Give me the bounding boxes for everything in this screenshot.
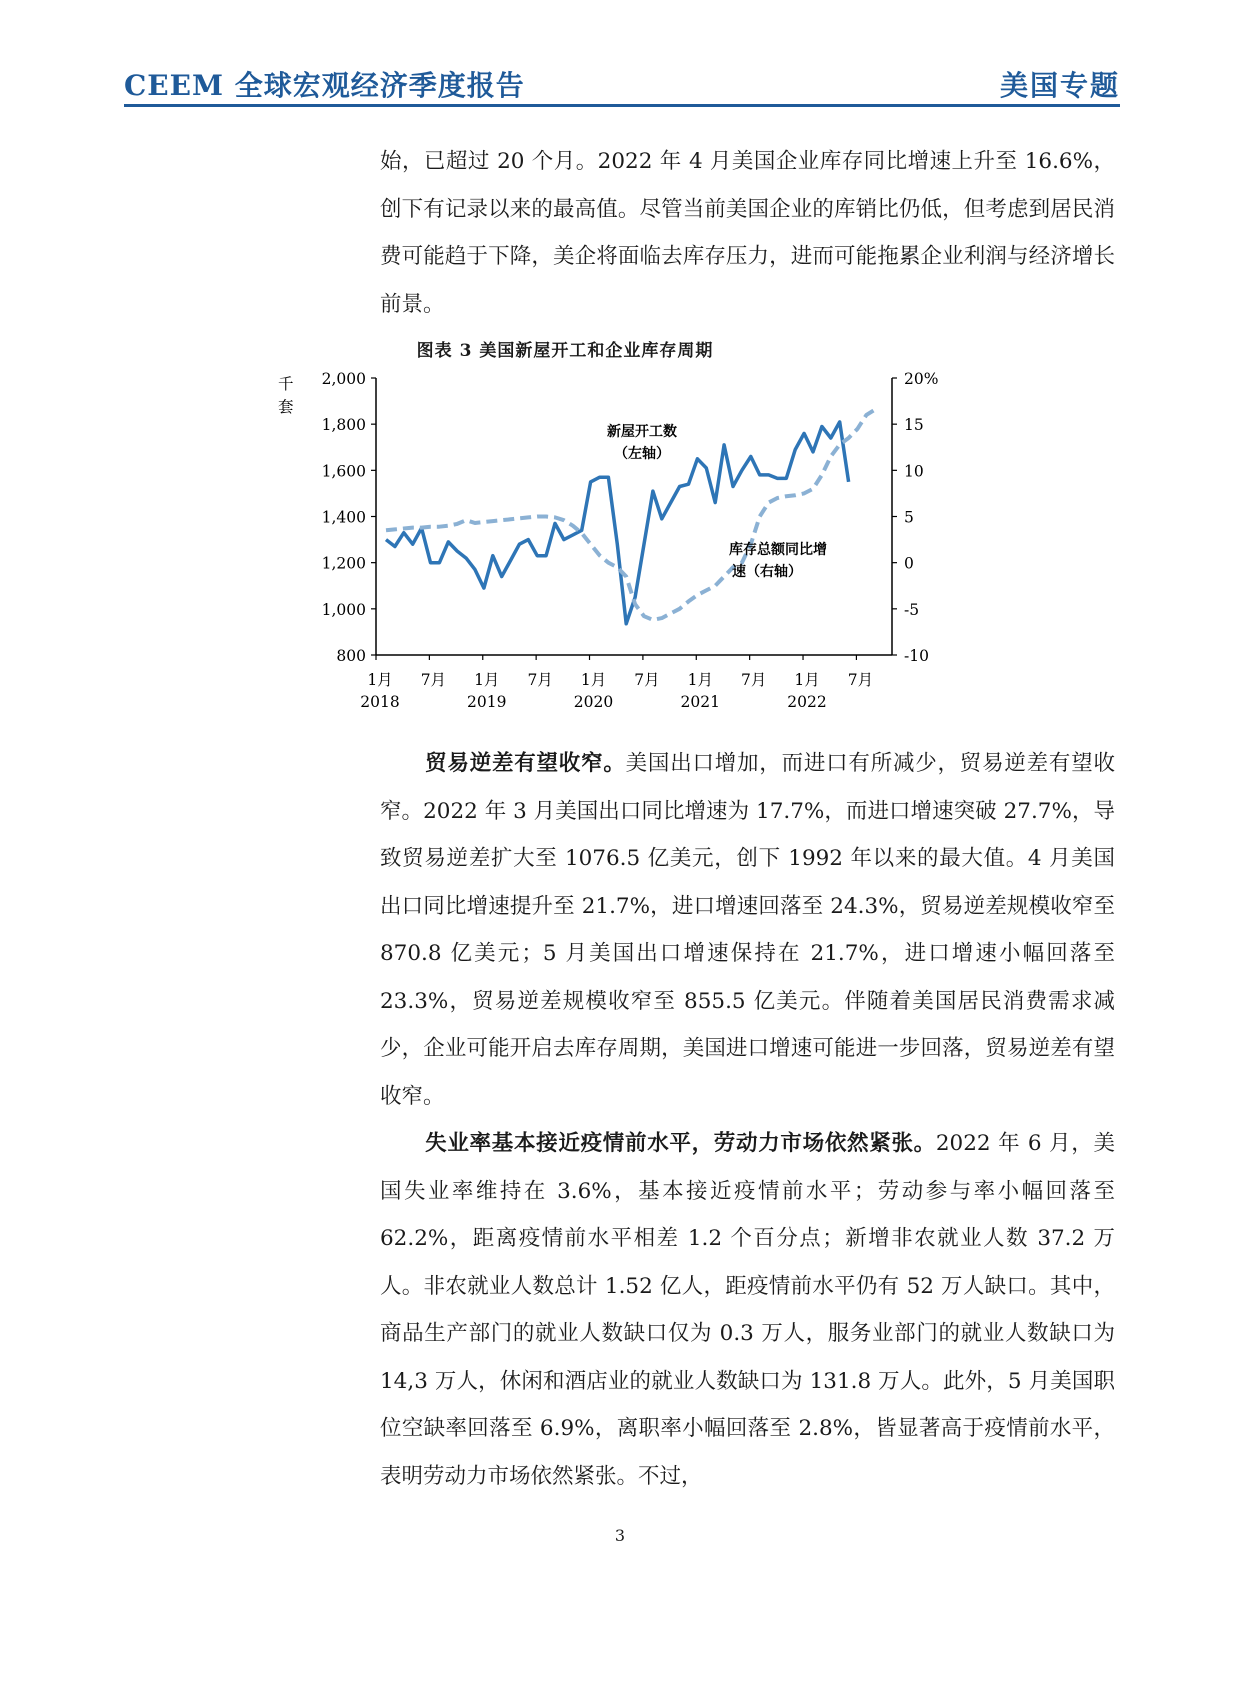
x-tick-year: 2019 [467,693,507,711]
series-label-inventory: 速（右轴） [732,564,802,580]
x-tick-label: 7月 [527,671,553,689]
x-tick-label: 7月 [420,671,447,689]
x-tick-label: 1月 [794,671,820,689]
x-tick-label: 1月 [687,671,713,689]
right-tick-label: 15 [904,416,924,435]
header-divider [124,104,1120,107]
x-tick-label: 7月 [847,671,874,689]
left-tick-label: 800 [336,647,366,665]
left-tick-label: 1,600 [321,462,366,481]
housing-inventory-chart [270,362,939,712]
left-axis-unit: 套 [278,398,294,416]
x-tick-label: 7月 [740,671,767,689]
x-tick-year: 2021 [680,693,721,711]
paragraph-lead: 贸易逆差有望收窄。 [425,751,626,776]
x-tick-year: 2022 [787,693,827,711]
left-tick-label: 1,200 [321,554,366,573]
x-tick-year: 2018 [360,693,400,711]
left-tick-label: 1,800 [321,416,366,435]
right-tick-label: 5 [904,508,914,527]
series-label-housing: （左轴） [614,446,670,462]
left-axis-unit: 千 [278,375,294,393]
right-tick-label: -5 [904,600,920,619]
figure-title: 图表 3 美国新屋开工和企业库存周期 [416,341,714,361]
right-tick-label: 0 [904,554,914,573]
paragraph-labor [380,1120,1115,1500]
x-tick-label: 1月 [367,671,393,689]
right-tick-label: -10 [904,647,929,665]
paragraph-text: 2022 年 6 月，美国失业率维持在 3.6%，基本接近疫情前水平；劳动参与率小幅回落至 62.2%，距离疫情前水平相差 1.2 个百分点；新增非农就业人数 37.2 万人。非农就业人数总计 1.52 亿人，距疫情前水平仍有 52 万人缺口。其中，商品生产部门的就业人数缺口仅为 0.3 万人，服务业部门的就业人数缺口为 14,3 万人，休闲和酒店业的就业人数缺口为 131.8 万人。此外，5 月美国职位空缺率回落至 6.9%，离职率小幅回落至 2.8%，皆显著高于疫情前水平，表明劳动力市场依然紧张。不过， [380,1131,1115,1489]
report-topic: 美国专题 [999,69,1120,102]
paragraph-text: 始，已超过 20 个月。2022 年 4 月美国企业库存同比增速上升至 16.6%，创下有记录以来的最高值。尽管当前美国企业的库销比仍低，但考虑到居民消费可能趋于下降，美企将面临去库存压力，进而可能拖累企业利润与经济增长前景。 [380,149,1115,317]
paragraph-inventory [380,138,1115,328]
left-tick-label: 1,400 [321,508,366,527]
x-tick-year: 2020 [573,693,614,711]
chart-container [270,362,939,716]
left-tick-label: 2,000 [321,370,366,388]
paragraph-trade [380,740,1115,1120]
right-tick-label: 10 [904,462,924,481]
page-header [124,60,1120,104]
x-tick-label: 1月 [474,671,500,689]
left-tick-label: 1,000 [321,600,366,619]
right-tick-label: 20% [904,370,939,388]
series-label-inventory: 库存总额同比增 [729,542,827,558]
paragraph-lead: 失业率基本接近疫情前水平，劳动力市场依然紧张。 [425,1131,936,1156]
report-title: CEEM 全球宏观经济季度报告 [124,69,525,102]
paragraph-text: 美国出口增加，而进口有所减少，贸易逆差有望收窄。2022 年 3 月美国出口同比增速为 17.7%，而进口增速突破 27.7%，导致贸易逆差扩大至 1076.5 亿美元，创下 1992 年以来的最大值。4 月美国出口同比增速提升至 21.7%，进口增速回落至 24.3%，贸易逆差规模收窄至 870.8 亿美元；5 月美国出口增速保持在 21.7%，进口增速小幅回落至 23.3%，贸易逆差规模收窄至 855.5 亿美元。伴随着美国居民消费需求减少，企业可能开启去库存周期，美国进口增速可能进一步回落，贸易逆差有望收窄。 [380,751,1115,1109]
page-number: 3 [614,1526,626,1545]
series-label-housing: 新屋开工数 [607,424,677,440]
x-tick-label: 1月 [580,671,607,689]
article-body [380,740,1115,1500]
x-tick-label: 7月 [634,671,660,689]
